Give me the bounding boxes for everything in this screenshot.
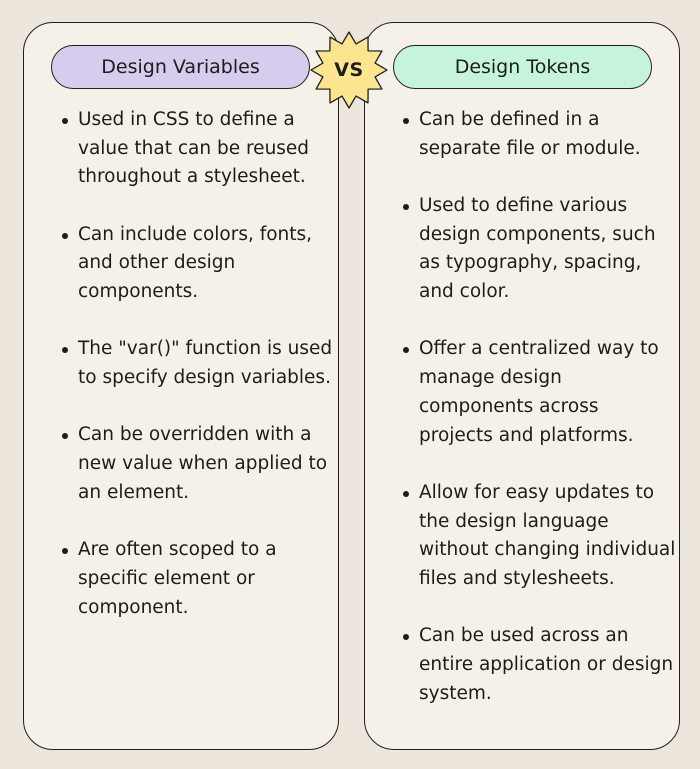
list-item: Are often scoped to a specific element or component. [78, 536, 336, 622]
list-item: Can be defined in a separate file or module. [419, 106, 677, 163]
design-tokens-list [419, 106, 677, 737]
list-item: The "var()" function is used to specify design variables. [78, 335, 336, 392]
list-item: Can be overridden with a new value when applied to an element. [78, 421, 336, 507]
list-item: Used in CSS to define a value that can be reused throughout a stylesheet. [78, 106, 336, 192]
design-variables-list [78, 106, 336, 651]
design-tokens-title: Design Tokens [393, 45, 652, 89]
list-item: Allow for easy updates to the design language without changing individual files and stylesheets. [419, 479, 677, 594]
vs-badge [309, 30, 389, 110]
design-variables-title: Design Variables [51, 45, 310, 89]
list-item: Used to define various design components, such as typography, spacing, and color. [419, 192, 677, 307]
vs-label: VS [334, 59, 364, 81]
list-item: Offer a centralized way to manage design components across projects and platforms. [419, 335, 677, 450]
list-item: Can include colors, fonts, and other design components. [78, 221, 336, 307]
list-item: Can be used across an entire application or design system. [419, 622, 677, 708]
